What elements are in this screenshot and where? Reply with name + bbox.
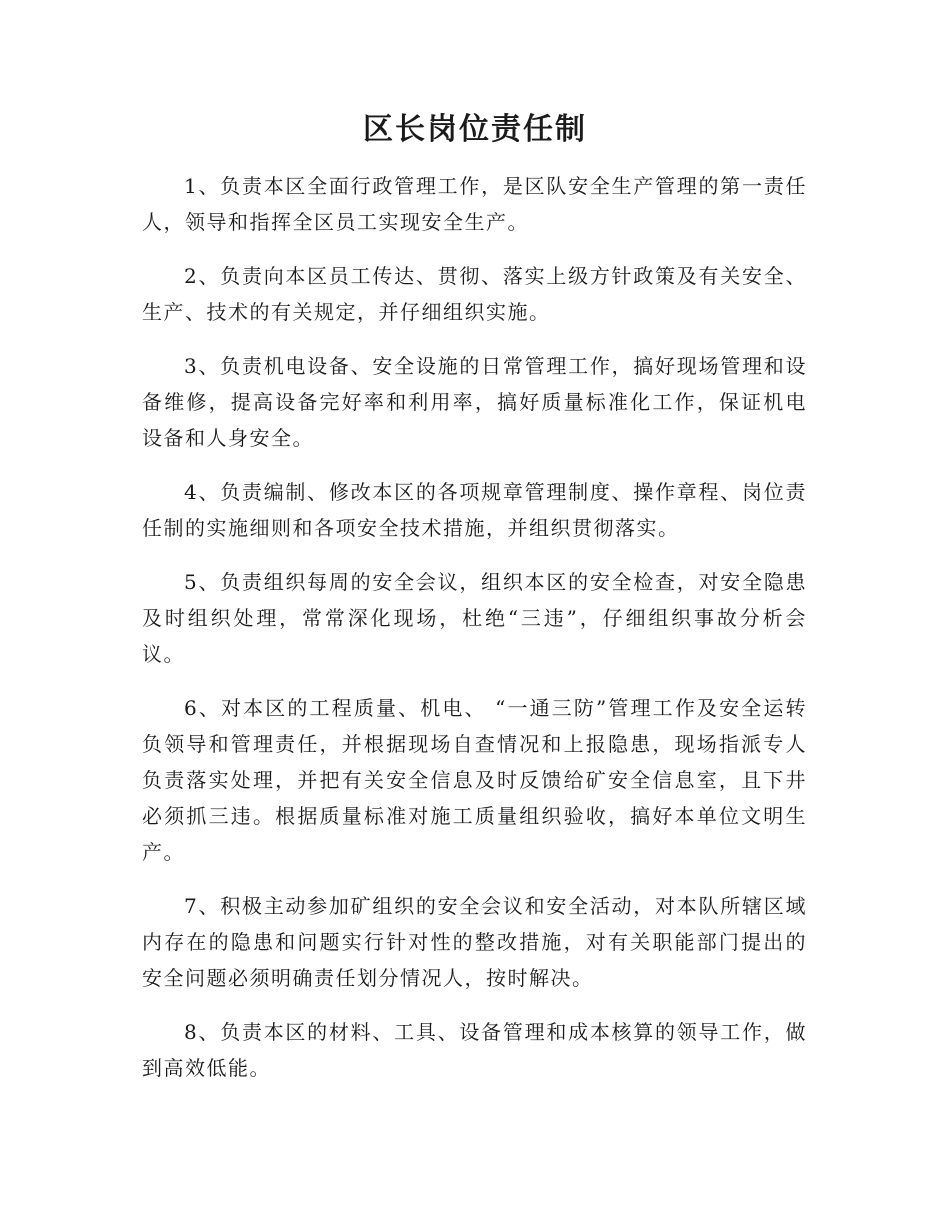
- paragraph-6: 6、对本区的工程质量、机电、 “一通三防”管理工作及安全运转负领导和管理责任，并根据现场自查情况和上报隐患，现场指派专人负责落实处理，并把有关安全信息及时反馈给矿安全信息室，且下井必须抓三违。根据质量标准对施工质量组织验收，搞好本单位文明生产。: [142, 696, 807, 864]
- paragraph-3: 3、负责机电设备、安全设施的日常管理工作，搞好现场管理和设备维修，提高设备完好率和利用率，搞好质量标准化工作，保证机电设备和人身安全。: [142, 354, 807, 450]
- paragraph-8: 8、负责本区的材料、工具、设备管理和成本核算的领导工作，做到高效低能。: [142, 1020, 807, 1080]
- paragraph-4: 4、负责编制、修改本区的各项规章管理制度、操作章程、岗位责任制的实施细则和各项安全技术措施，并组织贯彻落实。: [142, 480, 807, 540]
- paragraph-2: 2、负责向本区员工传达、贯彻、落实上级方针政策及有关安全、生产、技术的有关规定，并仔细组织实施。: [142, 264, 807, 324]
- paragraph-7: 7、积极主动参加矿组织的安全会议和安全活动，对本队所辖区域内存在的隐患和问题实行针对性的整改措施，对有关职能部门提出的安全问题必须明确责任划分情况人，按时解决。: [142, 894, 807, 990]
- paragraph-1: 1、负责本区全面行政管理工作，是区队安全生产管理的第一责任人，领导和指挥全区员工实现安全生产。: [142, 174, 807, 234]
- document-body: [142, 168, 807, 1104]
- document-title: 区长岗位责任制: [363, 112, 587, 147]
- paragraph-5: 5、负责组织每周的安全会议，组织本区的安全检查，对安全隐患及时组织处理，常常深化现场，杜绝“三违”，仔细组织事故分析会议。: [142, 570, 807, 666]
